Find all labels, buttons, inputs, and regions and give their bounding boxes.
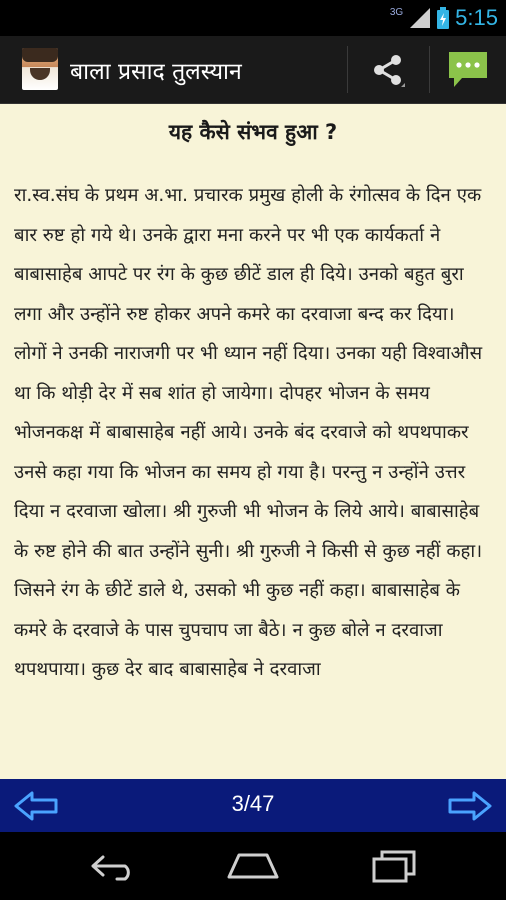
article-view[interactable] [0,104,506,779]
arrow-right-icon [448,791,492,821]
back-button[interactable] [82,846,142,886]
page-indicator: 3/47 [231,791,275,816]
chat-button[interactable] [430,36,506,103]
back-icon [87,851,137,881]
signal-icon [409,7,431,29]
share-button[interactable] [348,36,428,103]
home-icon [225,851,281,881]
recents-button[interactable] [364,846,424,886]
article-paragraph: लोगों ने उनकी नाराजगी पर भी ध्यान नहीं दिया। उनका यही विश्वाऔस था कि थोड़ी देर में सब शांत हो जायेगा। दोपहर भोजन के समय भोजनकक्ष में बाबासाहेब नहीं आये। उनके बंद दरवाजे को थपथपाकर उनसे कहा गया कि भोजन का समय हो गया है। परन्तु न उन्होंने उत्तर दिया न दरवाजा खोला। श्री गुरुजी भी भोजन के लिये आये। बाबासाहेब के रुष्ट होने की बात उन्होंने सुनी। श्री गुरुजी ने किसी से कुछ नहीं कहा। जिसने रंग के छीटें डाले थे, उसको भी कुछ नहीं कहा। बाबासाहेब के कमरे के दरवाजे के पास चुपचाप जा बैठे। न कुछ बोले न दरवाजा थपथपाया। कुछ देर बाद बाबासाहेब ने दरवाजा [14,343,483,680]
article-paragraph: रा.स्व.संघ के प्रथम अ.भा. प्रचारक प्रमुख होली के रंगोत्सव के दिन एक बार रुष्ट हो गये थे। उनके द्वारा मना करने पर भी एक कार्यकर्ता ने बाबासाहेब आपटे पर रंग के कुछ छीटें डाल ही दिये। उनको बहुत बुरा लगा और उन्होंने रुष्ट होकर अपने कमरे का दरवाजा बन्द कर दिया। [14,185,482,325]
next-page-button[interactable] [446,787,494,825]
clock: 5:15 [455,5,498,30]
share-icon [369,51,407,89]
status-icons [390,4,498,32]
action-bar [0,36,506,104]
status-bar [0,0,506,36]
chat-icon [446,48,490,92]
app-icon[interactable] [22,48,58,90]
navigation-bar [0,832,506,900]
pager-bar [0,779,506,832]
home-button[interactable] [223,846,283,886]
network-type: 3G [389,6,404,18]
app-title: बाला प्रसाद तुलस्यान [70,59,242,85]
article-heading: यह कैसे संभव हुआ ? [168,120,338,144]
battery-icon [437,7,449,29]
article-body [14,176,492,690]
recents-icon [370,849,418,883]
